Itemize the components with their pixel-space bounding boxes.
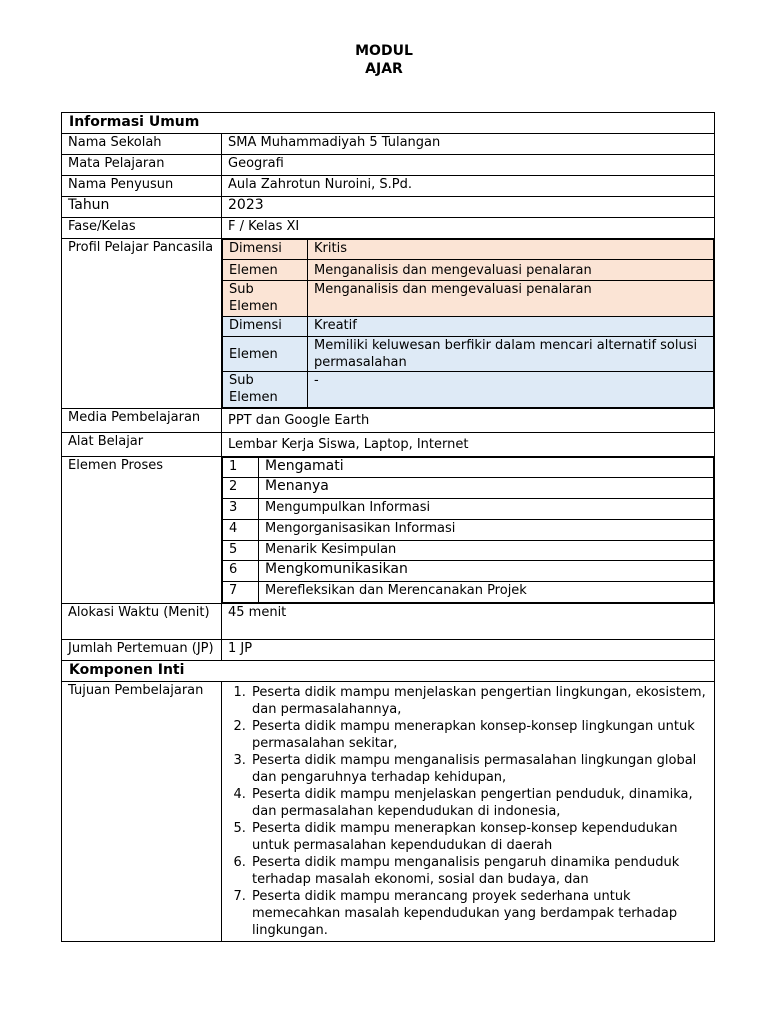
value-nama-sekolah: SMA Muhammadiyah 5 Tulangan xyxy=(222,134,715,155)
label-tahun: Tahun xyxy=(62,197,222,218)
proses-text: Mengamati xyxy=(259,458,714,478)
tujuan-item: 4. Peserta didik mampu menjelaskan pengertian penduduk, dinamika, dan permasalahan kependudukan di indonesia, xyxy=(250,786,714,820)
title-line-2: AJAR xyxy=(365,61,403,77)
profil-value: Menganalisis dan mengevaluasi penalaran xyxy=(308,281,714,317)
label-tujuan-pembelajaran: Tujuan Pembelajaran xyxy=(62,682,222,942)
proses-number: 6 xyxy=(223,561,259,582)
label-alat: Alat Belajar xyxy=(62,433,222,457)
value-nama-penyusun: Aula Zahrotun Nuroini, S.Pd. xyxy=(222,176,715,197)
value-media: PPT dan Google Earth xyxy=(222,409,715,433)
proses-number: 7 xyxy=(223,582,259,603)
proses-number: 4 xyxy=(223,520,259,541)
document-title xyxy=(0,42,768,78)
proses-text: Menarik Kesimpulan xyxy=(259,541,714,561)
label-nama-sekolah: Nama Sekolah xyxy=(62,134,222,155)
profil-key: Sub Elemen xyxy=(223,372,308,408)
title-line-1: MODUL xyxy=(355,43,413,59)
label-fase-kelas: Fase/Kelas xyxy=(62,218,222,239)
proses-number: 2 xyxy=(223,478,259,499)
profil-value: - xyxy=(308,372,714,408)
proses-text: Mengorganisasikan Informasi xyxy=(259,520,714,541)
value-jumlah-pertemuan: 1 JP xyxy=(222,640,715,661)
profil-value: Memiliki keluwesan berfikir dalam mencari alternatif solusi permasalahan xyxy=(308,337,714,372)
section-heading-komponen-inti: Komponen Inti xyxy=(62,661,715,682)
label-alokasi-waktu: Alokasi Waktu (Menit) xyxy=(62,604,222,640)
module-table xyxy=(61,112,715,942)
profil-key: Sub Elemen xyxy=(223,281,308,317)
proses-text: Mengkomunikasikan xyxy=(259,561,714,582)
tujuan-item: 6. Peserta didik mampu menganalisis pengaruh dinamika penduduk terhadap masalah ekonomi, sosial dan budaya, dan xyxy=(250,854,714,888)
proses-text: Merefleksikan dan Merencanakan Projek xyxy=(259,582,714,603)
label-profil-pelajar: Profil Pelajar Pancasila xyxy=(62,239,222,409)
profil-value: Kreatif xyxy=(308,317,714,337)
value-alokasi-waktu: 45 menit xyxy=(222,604,715,640)
elemen-proses-cell xyxy=(222,457,715,604)
profil-table xyxy=(222,239,714,408)
profil-value: Kritis xyxy=(308,240,714,260)
profil-cell xyxy=(222,239,715,409)
tujuan-item: 1. Peserta didik mampu menjelaskan pengertian lingkungan, ekosistem, dan permasalahannya, xyxy=(250,684,714,718)
tujuan-item: 2. Peserta didik mampu menerapkan konsep-konsep lingkungan untuk permasalahan sekitar, xyxy=(250,718,714,752)
section-heading-informasi-umum: Informasi Umum xyxy=(62,113,715,134)
label-media: Media Pembelajaran xyxy=(62,409,222,433)
tujuan-item: 3. Peserta didik mampu menganalisis permasalahan lingkungan global dan pengaruhnya terhadap kehidupan, xyxy=(250,752,714,786)
profil-value: Menganalisis dan mengevaluasi penalaran xyxy=(308,260,714,281)
profil-key: Elemen xyxy=(223,337,308,372)
proses-number: 5 xyxy=(223,541,259,561)
profil-key: Elemen xyxy=(223,260,308,281)
value-mata-pelajaran: Geografi xyxy=(222,155,715,176)
tujuan-cell xyxy=(222,682,715,942)
value-tahun: 2023 xyxy=(222,197,715,218)
proses-number: 1 xyxy=(223,458,259,478)
tujuan-item: 5. Peserta didik mampu menerapkan konsep-konsep kependudukan untuk permasalahan kependudukan di daerah xyxy=(250,820,714,854)
label-mata-pelajaran: Mata Pelajaran xyxy=(62,155,222,176)
tujuan-list xyxy=(222,682,714,941)
profil-key: Dimensi xyxy=(223,317,308,337)
proses-number: 3 xyxy=(223,499,259,520)
label-elemen-proses: Elemen Proses xyxy=(62,457,222,604)
tujuan-item: 7. Peserta didik mampu merancang proyek sederhana untuk memecahkan masalah kependudukan yang berdampak terhadap lingkungan. xyxy=(250,888,714,939)
elemen-proses-table xyxy=(222,457,714,603)
value-alat: Lembar Kerja Siswa, Laptop, Internet xyxy=(222,433,715,457)
proses-text: Mengumpulkan Informasi xyxy=(259,499,714,520)
value-fase-kelas: F / Kelas XI xyxy=(222,218,715,239)
profil-key: Dimensi xyxy=(223,240,308,260)
label-jumlah-pertemuan: Jumlah Pertemuan (JP) xyxy=(62,640,222,661)
label-nama-penyusun: Nama Penyusun xyxy=(62,176,222,197)
proses-text: Menanya xyxy=(259,478,714,499)
